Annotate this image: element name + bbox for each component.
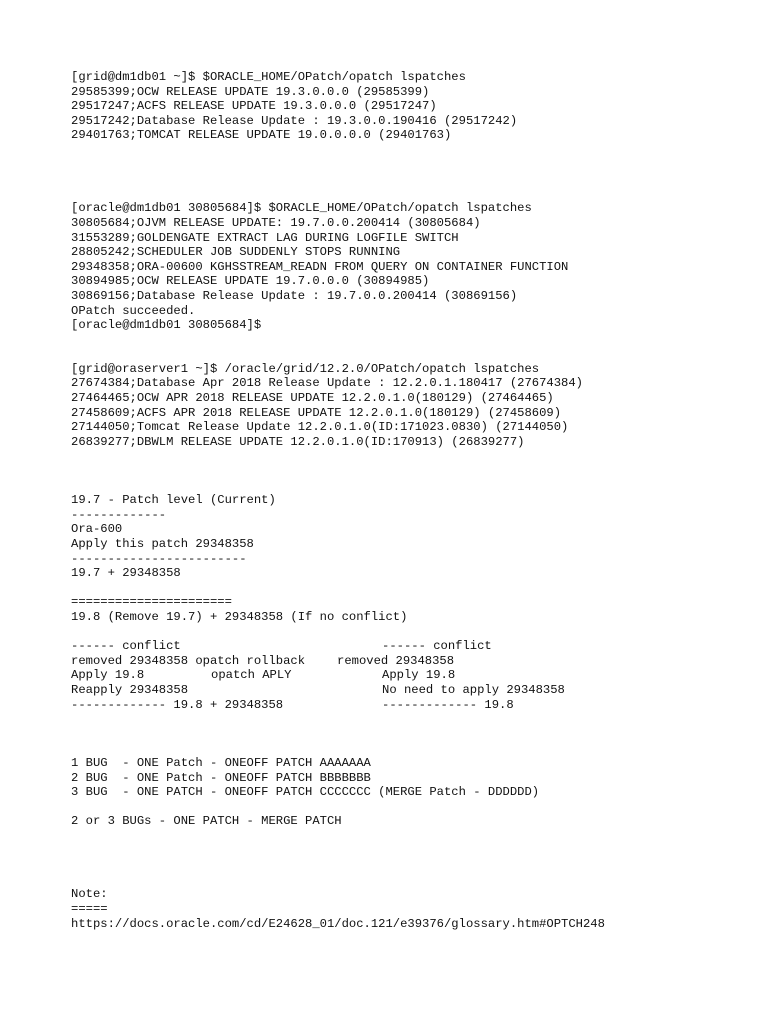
conflict-left: ------------- 19.8 + 29348358	[71, 697, 284, 712]
bug-line: 2 BUG - ONE Patch - ONEOFF PATCH BBBBBBB	[71, 770, 371, 785]
conflict-right: No need to apply 29348358	[382, 682, 565, 697]
note-title: Note:	[71, 887, 108, 902]
note-line: 19.8 (Remove 19.7) + 29348358 (If no conflict)	[71, 610, 408, 624]
patch-line: 26839277;DBWLM RELEASE UPDATE 12.2.0.1.0(ID:170913) (26839277)	[71, 434, 525, 449]
conflict-left: ------ conflict	[71, 639, 181, 654]
conflict-right: Apply 19.8	[382, 668, 456, 683]
bug-patch-list	[71, 756, 761, 800]
bug-line: 3 BUG - ONE PATCH - ONEOFF PATCH CCCCCCC (MERGE Patch - DDDDDD)	[71, 785, 540, 800]
conflict-left: Apply 19.8	[71, 668, 145, 683]
divider-text: =====	[71, 901, 108, 916]
reference-note	[71, 887, 761, 931]
conflict-left: Reapply 29348358	[71, 682, 189, 697]
merge-line: 2 or 3 BUGs - ONE PATCH - MERGE PATCH	[71, 814, 342, 829]
oracle-prompt: [oracle@dm1db01 30805684]$	[71, 318, 262, 333]
conflict-row	[71, 668, 761, 683]
conflict-mid: opatch APLY	[211, 668, 292, 683]
note-line: Ora-600	[71, 522, 123, 537]
note-line: Apply this patch 29348358	[71, 537, 254, 552]
patch-line: 29401763;TOMCAT RELEASE UPDATE 19.0.0.0.0 (29401763)	[71, 128, 452, 143]
upgrade-notes	[71, 595, 761, 624]
bug-line: 1 BUG - ONE Patch - ONEOFF PATCH AAAAAAA	[71, 755, 371, 770]
merge-patch-note	[71, 814, 761, 829]
patch-line: 27464465;OCW APR 2018 RELEASE UPDATE 12.2.0.1.0(180129) (27464465)	[71, 391, 554, 406]
divider-text: -------------	[71, 507, 167, 522]
patch-line: 29348358;ORA-00600 KGHSSTREAM_READN FROM QUERY ON CONTAINER FUNCTION	[71, 259, 569, 274]
oracle-prompt-command: [oracle@dm1db01 30805684]$ $ORACLE_HOME/OPatch/opatch lspatches	[71, 201, 532, 216]
patch-level-heading: 19.7 - Patch level (Current)	[71, 493, 276, 508]
conflict-row	[71, 683, 761, 698]
patch-level-notes	[71, 493, 761, 581]
patch-line: 30894985;OCW RELEASE UPDATE 19.7.0.0.0 (30894985)	[71, 274, 430, 289]
patch-line: 30869156;Database Release Update : 19.7.0.0.200414 (30869156)	[71, 288, 518, 303]
conflict-row	[71, 698, 761, 713]
patch-line: 28805242;SCHEDULER JOB SUDDENLY STOPS RUNNING	[71, 245, 401, 260]
patch-line: 27458609;ACFS APR 2018 RELEASE UPDATE 12.2.0.1.0(180129) (27458609)	[71, 405, 562, 420]
note-line: 19.7 + 29348358	[71, 566, 181, 581]
patch-line: 29517242;Database Release Update : 19.3.0.0.190416 (29517242)	[71, 113, 518, 128]
patch-line: 29517247;ACFS RELEASE UPDATE 19.3.0.0.0 (29517247)	[71, 99, 437, 114]
patch-line: 30805684;OJVM RELEASE UPDATE: 19.7.0.0.200414 (30805684)	[71, 215, 481, 230]
grid-prompt-command: [grid@dm1db01 ~]$ $ORACLE_HOME/OPatch/opatch lspatches	[71, 70, 466, 84]
grid-lspatches-block	[71, 70, 761, 143]
conflict-right: ------ conflict	[382, 639, 492, 654]
divider-text: ======================	[71, 595, 232, 610]
documentation-link[interactable]: https://docs.oracle.com/cd/E24628_01/doc.121/e39376/glossary.htm#OPTCH248	[71, 916, 605, 931]
patch-line: 27144050;Tomcat Release Update 12.2.0.1.0(ID:171023.0830) (27144050)	[71, 420, 569, 435]
oracle-lspatches-block	[71, 201, 761, 332]
document-page	[71, 70, 761, 931]
conflict-left: removed 29348358 opatch rollback	[71, 653, 306, 668]
conflict-comparison	[71, 639, 761, 712]
oraserver-prompt-command: [grid@oraserver1 ~]$ /oracle/grid/12.2.0/OPatch/opatch lspatches	[71, 361, 540, 376]
oraserver-lspatches-block	[71, 362, 761, 450]
conflict-right: ------------- 19.8	[382, 697, 514, 712]
conflict-row	[71, 639, 761, 654]
patch-line: 29585399;OCW RELEASE UPDATE 19.3.0.0.0 (29585399)	[71, 84, 430, 99]
conflict-right: removed 29348358	[337, 653, 455, 668]
conflict-row	[71, 654, 761, 669]
patch-line: 31553289;GOLDENGATE EXTRACT LAG DURING LOGFILE SWITCH	[71, 230, 459, 245]
divider-text: ------------------------	[71, 551, 247, 566]
opatch-status: OPatch succeeded.	[71, 303, 196, 318]
patch-line: 27674384;Database Apr 2018 Release Update : 12.2.0.1.180417 (27674384)	[71, 376, 583, 391]
